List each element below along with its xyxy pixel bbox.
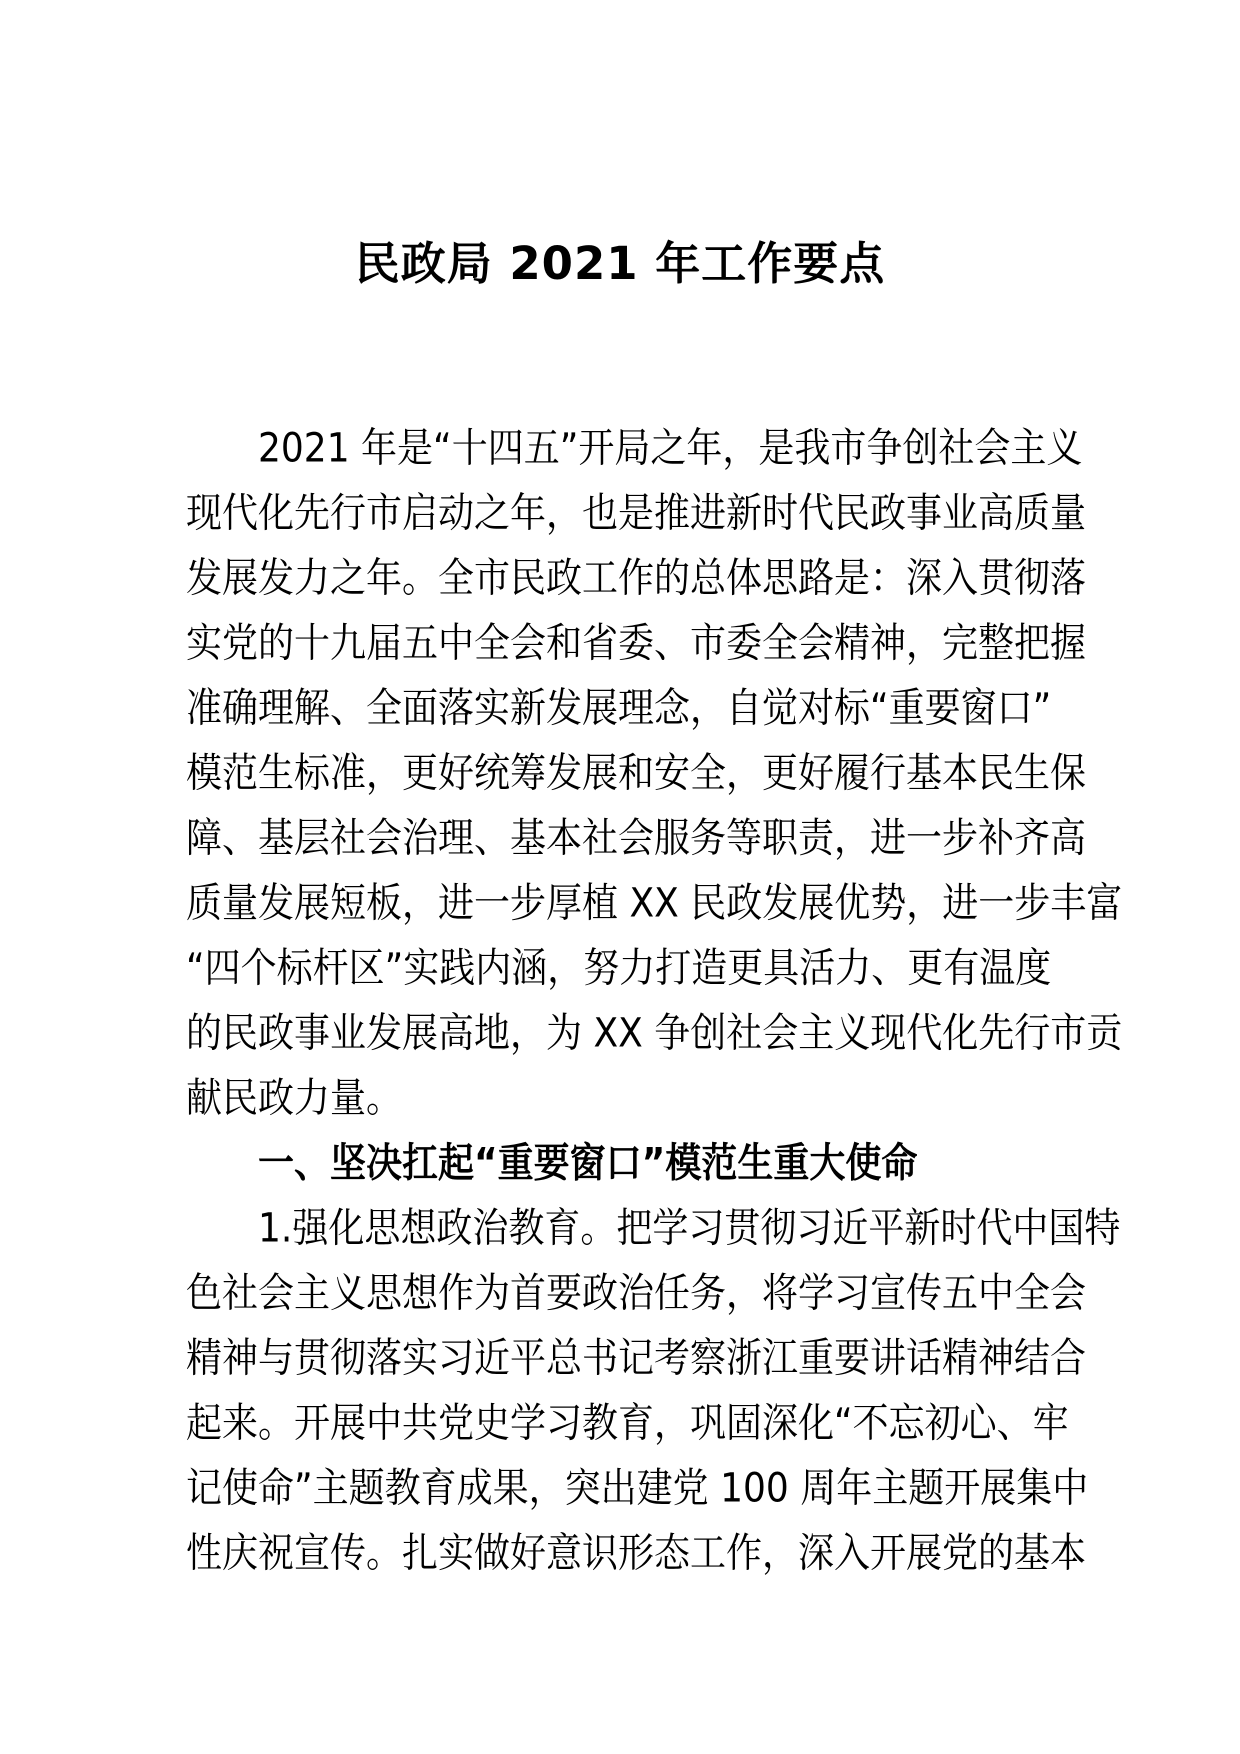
document-body [186, 416, 1123, 1586]
paragraph-2-line: 起来。开展中共党史学习教育，巩固深化“不忘初心、牢 [186, 1400, 1069, 1447]
paragraph-1-line: 献民政力量。 [186, 1075, 403, 1122]
paragraph-1-line: 实党的十九届五中全会和省委、市委全会精神，完整把握 [186, 620, 1087, 667]
paragraph-1-line: 障、基层社会治理、基本社会服务等职责，进一步补齐高 [186, 815, 1087, 862]
paragraph-1-line: “四个标杆区”实践内涵，努力打造更具活力、更有温度 [186, 945, 1052, 992]
paragraph-1-line: 模范生标准，更好统筹发展和安全，更好履行基本民生保 [186, 750, 1087, 797]
paragraph-2-line: 1.强化思想政治教育。把学习贯彻习近平新时代中国特 [258, 1205, 1121, 1252]
paragraph-1-line: 2021 年是“十四五”开局之年，是我市争创社会主义 [258, 425, 1083, 472]
section-heading-1: 一、坚决扛起“重要窗口”模范生重大使命 [258, 1140, 918, 1187]
paragraph-2-line: 精神与贯彻落实习近平总书记考察浙江重要讲话精神结合 [186, 1335, 1087, 1382]
paragraph-1-line: 现代化先行市启动之年，也是推进新时代民政事业高质量 [186, 490, 1087, 537]
paragraph-1-line: 的民政事业发展高地，为 XX 争创社会主义现代化先行市贡 [186, 1010, 1123, 1057]
paragraph-2-line: 色社会主义思想作为首要政治任务，将学习宣传五中全会 [186, 1270, 1087, 1317]
document-title: 民政局 2021 年工作要点 [354, 237, 886, 290]
paragraph-1-line: 发展发力之年。全市民政工作的总体思路是：深入贯彻落 [186, 555, 1087, 602]
paragraph-2-line: 性庆祝宣传。扎实做好意识形态工作，深入开展党的基本 [186, 1530, 1087, 1577]
paragraph-2-line: 记使命”主题教育成果，突出建党 100 周年主题开展集中 [186, 1465, 1089, 1512]
paragraph-1-line: 准确理解、全面落实新发展理念，自觉对标“重要窗口” [186, 685, 1052, 732]
paragraph-1-line: 质量发展短板，进一步厚植 XX 民政发展优势，进一步丰富 [186, 880, 1123, 927]
